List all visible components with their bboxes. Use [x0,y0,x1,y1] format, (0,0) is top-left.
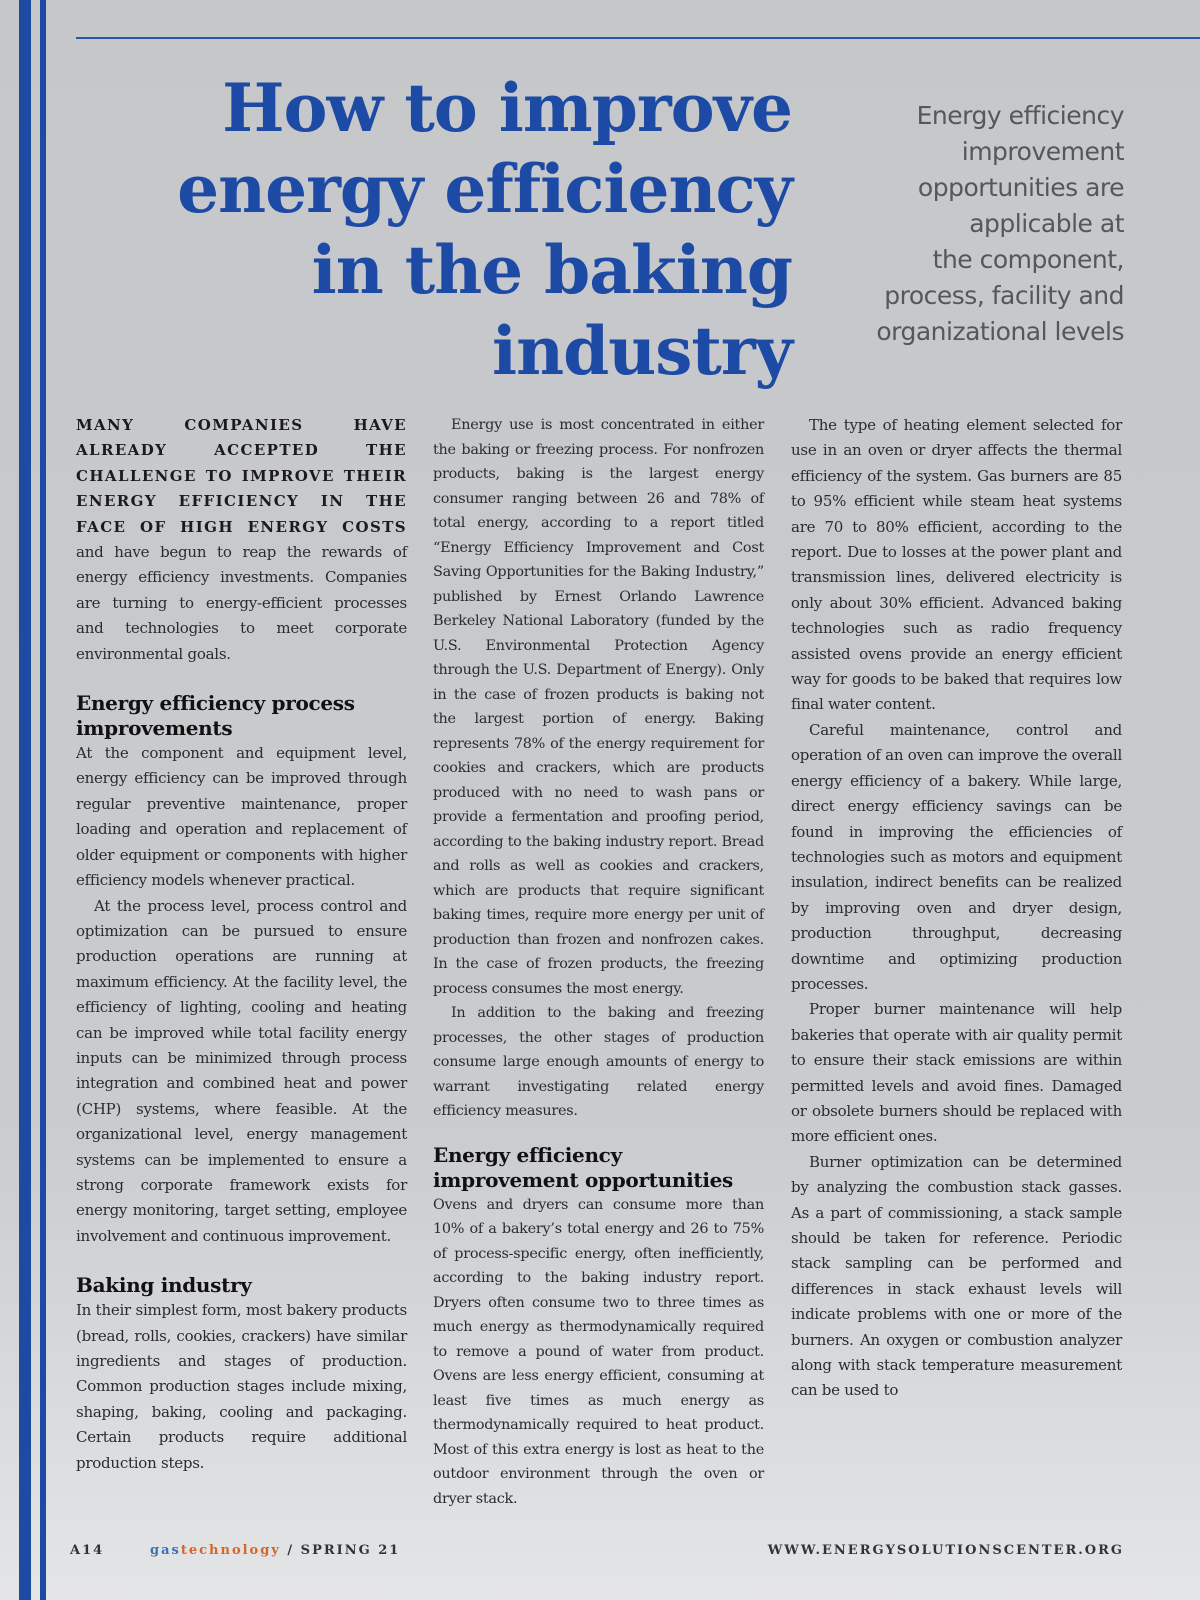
page-footer [70,1543,1124,1563]
body-paragraph: In their simplest form, most bakery products (bread, rolls, cookies, crackers) have similar ingredients and stages of production. Common production stages include mixing, shaping, baking, cooling and packaging. Certain products require additional production steps. [76,1301,407,1472]
body-paragraph: Energy use is most concentrated in either the baking or freezing process. For nonfrozen products, baking is the largest energy consumer ranging between 26 and 78% of total energy, according to a report titled “Energy Efficiency Improvement and Cost Saving Opportunities for the Baking Industry,” published by Ernest Orlando Lawrence Berkeley National Laboratory (funded by the U.S. Environmental Protection Agency through the U.S. Department of Energy). Only in the case of frozen products is baking not the largest portion of energy. Baking represents 78% of the energy requirement for cookies and crackers, which are products produced with no need to wash pans or provide a fermentation and proofing period, according to the baking industry report. Bread and rolls as well as cookies and crackers, which are products that require significant baking times, require more energy per unit of production than frozen and nonfrozen cakes. In the case of frozen products, the freezing process consumes the most energy. [433,417,764,997]
deck-line: Energy efficiency [916,101,1124,130]
lead-caps: MANY COMPANIES HAVE ALREADY ACCEPTED THE CHALLENGE TO IMPROVE THEIR ENERGY EFFICIENCY IN THE FACE OF HIGH ENERGY COSTS [76,416,407,536]
magazine-name-gas: gas [150,1543,181,1558]
body-paragraph: At the component and equipment level, energy efficiency can be improved through regular preventive maintenance, proper loading and operation and replacement of older equipment or components with higher efficiency models whenever practical. [76,744,407,890]
website-url: WWW.ENERGYSOLUTIONSCENTER.ORG [767,1543,1124,1558]
article-column-1 [76,413,407,1476]
left-border-bar-thin [40,0,46,1600]
top-rule [76,37,1200,39]
body-paragraph: In addition to the baking and freezing processes, the other stages of production consume large enough amounts of energy to warrant investigating related energy efficiency measures. [433,1005,764,1119]
deck-line: the component, [932,245,1124,274]
body-paragraph: Ovens and dryers can consume more than 10% of a bakery’s total energy and 26 to 75% of process-specific energy, often inefficiently, according to the baking industry report. Dryers often consume two to three times as much energy as thermodynamically required to remove a pound of water from product. Ovens are less energy efficient, consuming at least five times as much energy as thermodynamically required to heat product. Most of this extra energy is lost as heat to the outdoor environment through the oven or dryer stack. [433,1196,764,1507]
section-heading-process-improvements: Energy efficiency process improvements [76,691,355,741]
lead-paragraph [76,413,407,667]
deck-line: organizational levels [876,317,1124,346]
headline-line: energy efficiency [177,150,792,228]
lead-rest: and have begun to reap the rewards of energy efficiency investments. Companies are turning to energy-efficient processes and technologies to meet corporate environmental goals. [76,543,407,663]
deck-subtitle [820,98,1124,350]
article-column-2 [433,413,764,1511]
headline-line: industry [492,312,792,390]
issue-label: / SPRING 21 [280,1543,401,1558]
magazine-name-technology: technology [180,1543,281,1558]
deck-line: opportunities are [917,173,1124,202]
deck-line: improvement [961,137,1124,166]
body-paragraph: At the process level, process control and optimization can be pursued to ensure production operations are running at maximum efficiency. At the facility level, the efficiency of lighting, cooling and heating can be improved while total facility energy inputs can be minimized through process integration and combined heat and power (CHP) systems, where feasible. At the organizational level, energy management systems can be implemented to ensure a strong corporate framework exists for energy monitoring, target setting, employee involvement and continuous improvement. [76,896,407,1245]
magazine-issue [150,1543,400,1558]
body-paragraph: Burner optimization can be determined by analyzing the combustion stack gasses. As a part of commissioning, a stack sample should be taken for reference. Periodic stack sampling can be performed and differences in stack exhaust levels will indicate problems with one or more of the burners. An oxygen or combustion analyzer along with stack temperature measurement can be used to [791,1152,1122,1400]
deck-line: applicable at [969,209,1124,238]
left-border-bar-thick [19,0,31,1600]
headline-line: How to improve [222,69,792,147]
section-heading-improvement-opportunities: Energy efficiency improvement opportunities [433,1142,734,1192]
section-heading-baking-industry: Baking industry [76,1273,252,1298]
body-paragraph: The type of heating element selected for use in an oven or dryer affects the thermal efficiency of the system. Gas burners are 85 to 95% efficient while steam heat systems are 70 to 80% efficient, according to the report. Due to losses at the power plant and transmission lines, delivered electricity is only about 30% efficient. Advanced baking technologies such as radio frequency assisted ovens provide an energy efficient way for goods to be baked that requires low final water content. [791,416,1122,714]
article-column-3 [791,413,1122,1404]
headline-line: in the baking [311,231,792,309]
deck-line: process, facility and [884,281,1124,310]
headline [120,68,792,392]
page-number: A14 [70,1543,105,1558]
body-paragraph: Proper burner maintenance will help bakeries that operate with air quality permit to ensure their stack emissions are within permitted levels and avoid fines. Damaged or obsolete burners should be replaced with more efficient ones. [791,1000,1122,1146]
body-paragraph: Careful maintenance, control and operation of an oven can improve the overall energy efficiency of a bakery. While large, direct energy efficiency savings can be found in improving the efficiencies of technologies such as motors and equipment insulation, indirect benefits can be realized by improving oven and dryer design, production throughput, decreasing downtime and optimizing production processes. [791,720,1122,993]
